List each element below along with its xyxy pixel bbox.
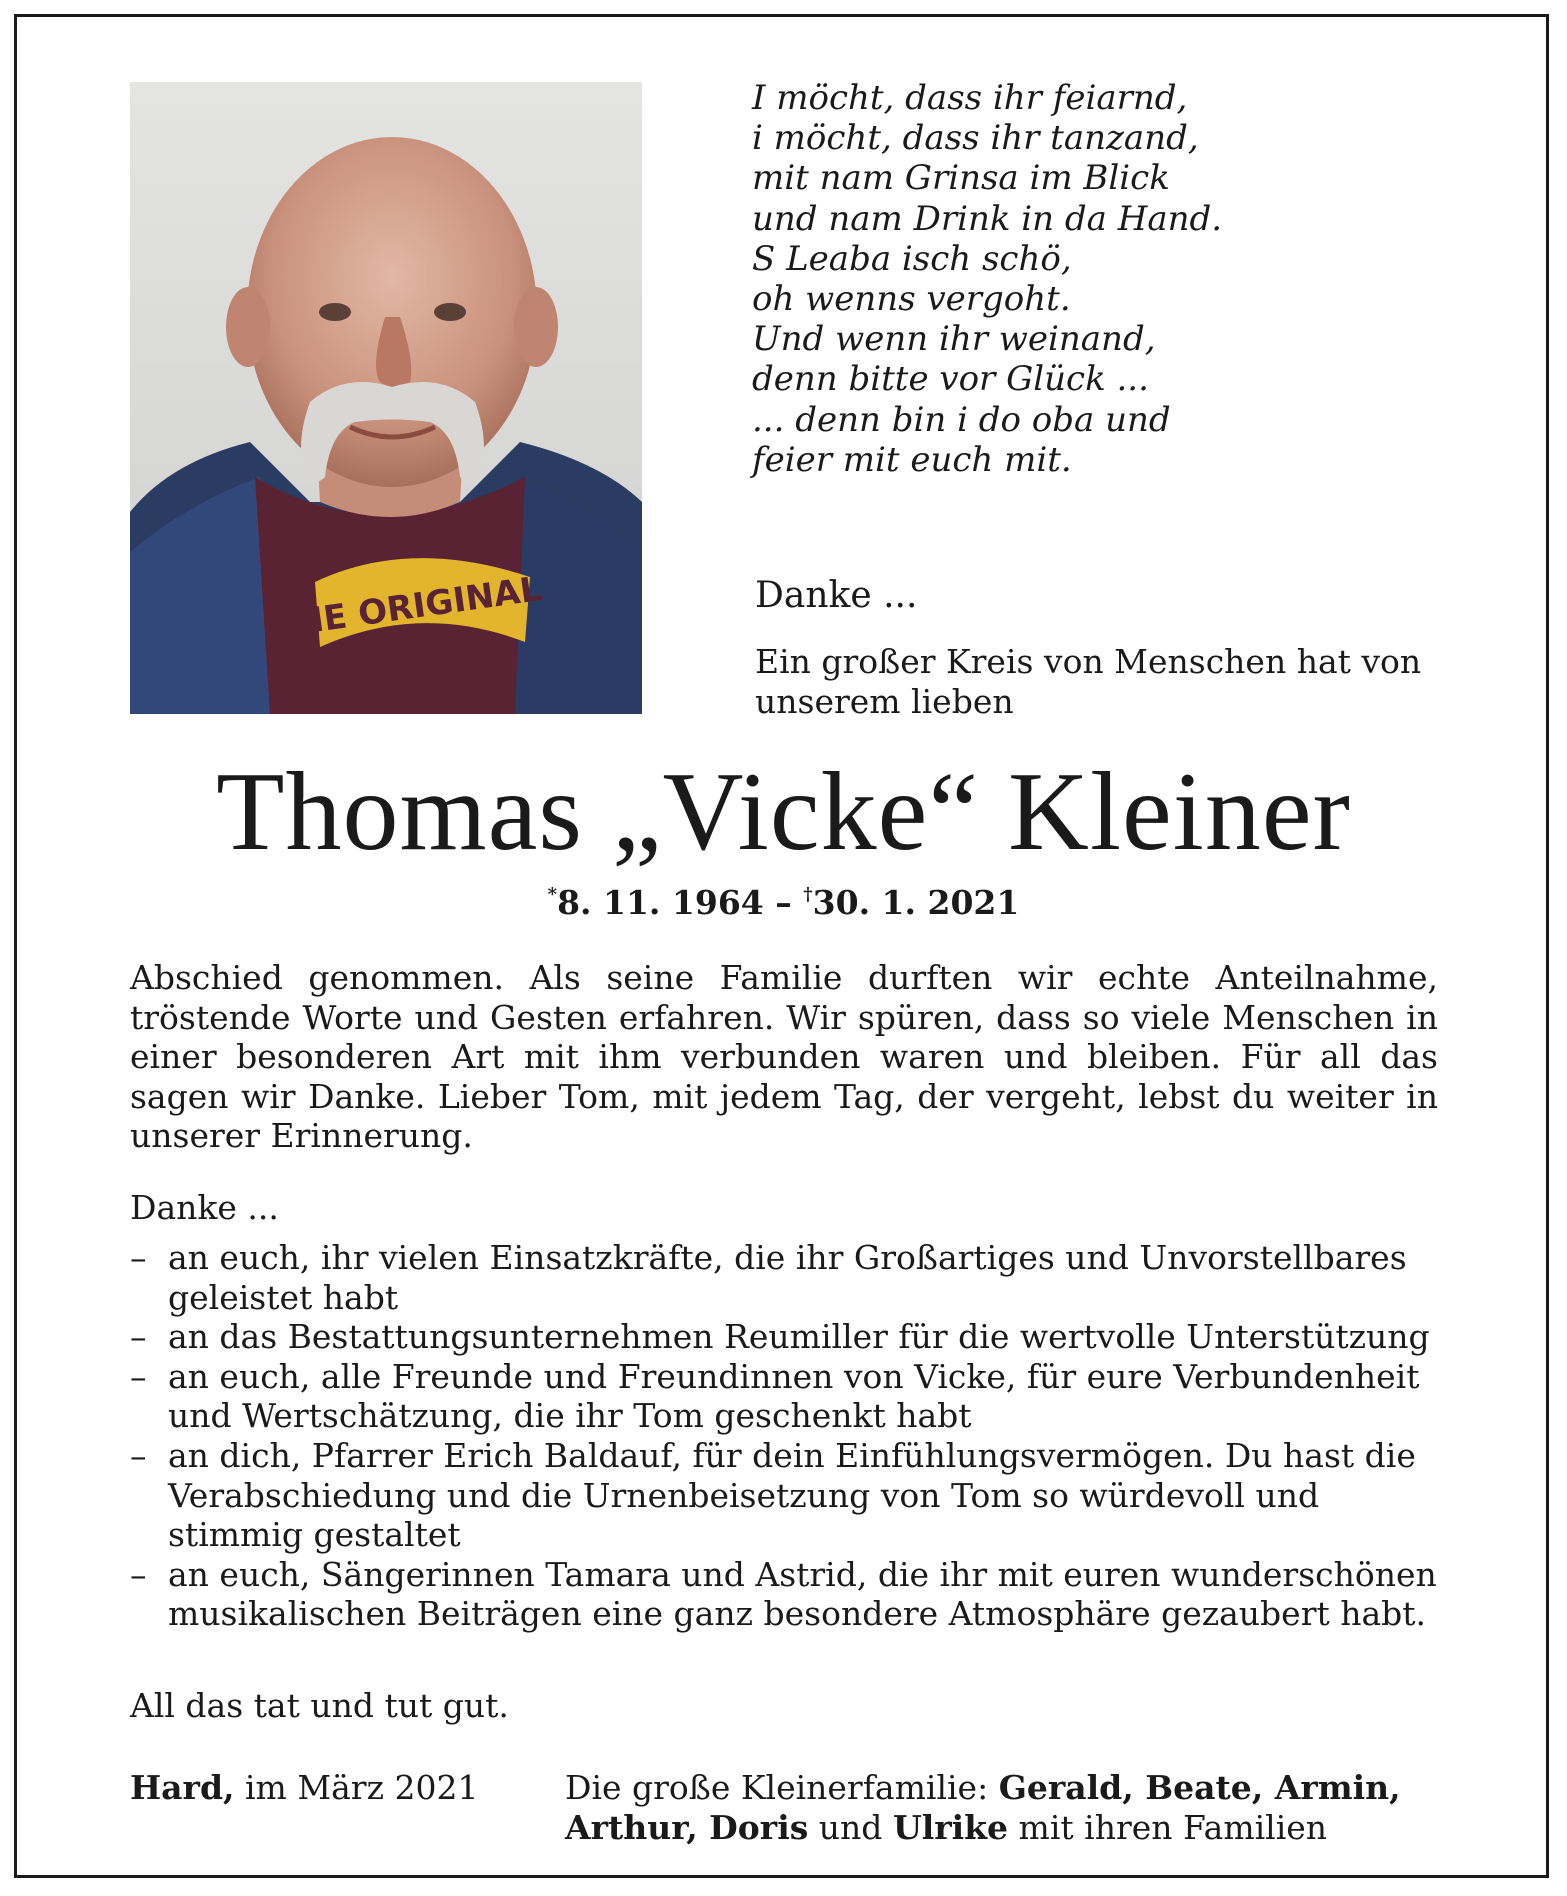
poem-line: i möcht, dass ihr tanzand, — [752, 118, 1199, 159]
place-and-date — [130, 1768, 478, 1808]
list-dash: – — [130, 1317, 147, 1357]
poem-line: Und wenn ihr weinand, — [752, 319, 1156, 360]
intro-danke: Danke ... — [755, 575, 918, 616]
list-item — [130, 1555, 1455, 1634]
list-item-text: an das Bestattungsunternehmen Reumiller für die wertvolle Unterstützung — [168, 1317, 1430, 1357]
poem-line: I möcht, dass ihr feiarnd, — [752, 78, 1188, 118]
thanks-list — [130, 1238, 1455, 1634]
list-dash: – — [130, 1554, 147, 1594]
poem-line: feier mit euch mit. — [752, 439, 1072, 480]
list-dash: – — [130, 1238, 147, 1277]
danke-label: Danke ... — [130, 1188, 279, 1227]
poem-line: denn bitte vor Glück ... — [752, 359, 1149, 400]
portrait-photo — [130, 82, 642, 714]
shirt-print-text: HE ORIGINAL — [292, 569, 545, 644]
birth-symbol: * — [547, 884, 558, 905]
date-separator: – — [763, 883, 804, 922]
family-names-2: Arthur, Doris — [565, 1808, 809, 1847]
death-date: 30. 1. 2021 — [812, 883, 1020, 922]
list-item-text: an euch, ihr vielen Einsatzkräfte, die ihr Großartiges und Unvorstellbares geleistet habt — [168, 1238, 1407, 1317]
closing-line: All das tat und tut gut. — [130, 1686, 509, 1725]
list-dash: – — [130, 1356, 147, 1396]
list-dash: – — [130, 1435, 147, 1475]
poem-line: oh wenns vergoht. — [752, 279, 1071, 320]
deceased-name: Thomas „Vicke“ Kleiner — [216, 750, 1351, 874]
list-item-text: an dich, Pfarrer Erich Baldauf, für dein Einfühlungsvermögen. Du hast die Verabschiedung und die Urnenbeisetzung von Tom so würdevoll und stimmig gestaltet — [168, 1435, 1416, 1555]
poem — [752, 78, 1392, 480]
list-item — [130, 1357, 1455, 1436]
intro-text: Ein großer Kreis von Menschen hat von unserem lieben — [755, 642, 1422, 721]
death-symbol: † — [803, 884, 813, 905]
list-item-text: an euch, alle Freunde und Freundinnen von Vicke, für eure Verbundenheit und Wertschätzung, die ihr Tom geschenkt habt — [168, 1356, 1420, 1436]
poem-line: S Leaba isch schö, — [752, 238, 1072, 279]
list-item — [130, 1317, 1455, 1357]
list-item — [130, 1238, 1455, 1317]
family-intro: Die große Kleinerfamilie: — [565, 1768, 999, 1807]
family-names-1: Gerald, Beate, Armin, — [998, 1768, 1401, 1807]
list-item-text: an euch, Sängerinnen Tamara und Astrid, die ihr mit euren wunderschönen musikalischen Beiträgen eine ganz besondere Atmosphäre gezaubert habt. — [168, 1554, 1437, 1634]
poem-line: mit nam Grinsa im Blick — [752, 158, 1170, 199]
place-town: Hard, — [130, 1768, 235, 1807]
list-item — [130, 1436, 1455, 1555]
place-date: im März 2021 — [234, 1768, 479, 1807]
family-names-3: Ulrike — [892, 1808, 1009, 1847]
life-dates — [0, 882, 1567, 924]
poem-line: ... denn bin i do oba und — [752, 399, 1171, 440]
birth-date: 8. 11. 1964 — [557, 883, 764, 922]
family-and: und — [808, 1808, 893, 1847]
family-suffix: mit ihren Familien — [1008, 1808, 1328, 1847]
family-signature — [565, 1768, 1445, 1848]
body-paragraph: Abschied genommen. Als seine Familie durften wir echte Anteilnahme, tröstende Worte und Gesten erfahren. Wir spüren, dass so viele Menschen in einer besonderen Art mit ihm verbunden waren und bleiben. Für all das sagen wir Danke. Lieber Tom, mit jedem Tag, der vergeht, lebst du weiter in unserer Erinnerung. — [130, 958, 1438, 1156]
poem-line: und nam Drink in da Hand. — [752, 198, 1223, 239]
